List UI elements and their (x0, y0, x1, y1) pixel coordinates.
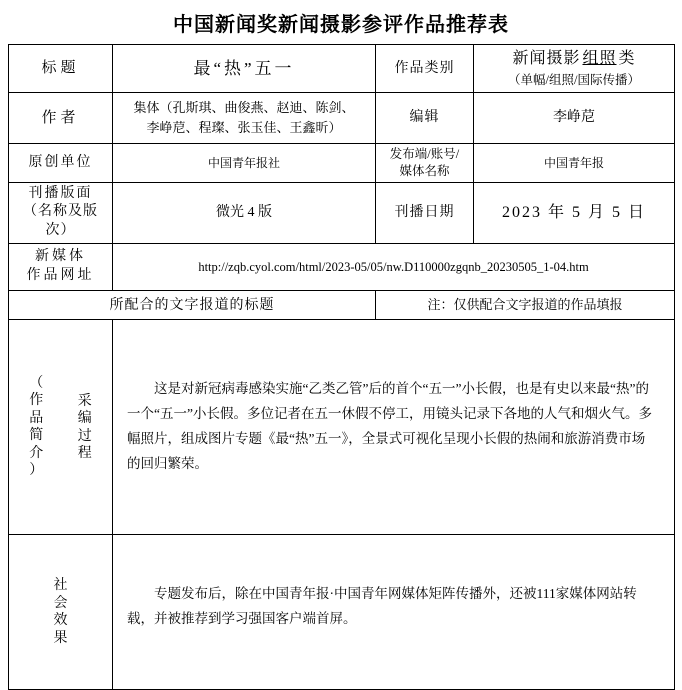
intro-text: 这是对新冠病毒感染实施“乙类乙管”后的首个“五一”小长假，也是有史以来最“热”的一个“五一”小长假。多位记者在五一休假不停工，用镜头记录下各地的人气和烟火气。多幅照片，组成图片专题《最“热”五一》，全景式可视化呈现小长假的热闹和旅游消费市场的回归繁荣。 (127, 381, 652, 472)
value-intro (113, 320, 675, 535)
label-platform (376, 143, 474, 182)
author-line-1: 集体（孔斯琪、曲俊燕、赵迪、陈剑、 (133, 100, 355, 116)
edition-label-line-1: 刊播版面 (28, 185, 93, 201)
effect-text: 专题发布后，除在中国青年报·中国青年网媒体矩阵传播外，还被111家媒体网站转载，并被推荐到学习强国客户端首屏。 (127, 586, 637, 627)
edition-label-line-2: （名称及版次） (23, 204, 98, 239)
category-tail: 类 (618, 50, 636, 67)
author-line-2: 李峥苨、程璨、张玉佳、王鑫昕） (146, 119, 342, 135)
table-row-title (9, 45, 675, 93)
intro-label-col-1: （ 作 品 简 介 ） (29, 375, 44, 479)
value-edition: 微光 4 版 (113, 182, 376, 244)
value-author (113, 92, 376, 143)
value-publish-date: 2023 年 5 月 5 日 (474, 182, 675, 244)
note-companion-report: 注：仅供配合文字报道的作品填报 (376, 291, 675, 320)
table-row-edition (9, 182, 675, 244)
value-platform: 中国青年报 (474, 143, 675, 182)
intro-label-col-2: 采 编 过 程 (77, 393, 92, 462)
category-hint: （单幅/组照/国际传播） (508, 73, 640, 87)
label-publish-date: 刊播日期 (376, 182, 474, 244)
platform-label-line-2: 媒体名称 (399, 163, 450, 178)
table-row-intro (9, 320, 675, 535)
label-effect (9, 535, 113, 690)
value-effect (113, 535, 675, 690)
label-author: 作者 (9, 92, 113, 143)
platform-label-line-1: 发布端/账号/ (389, 146, 460, 161)
value-title: 最“热”五一 (113, 45, 376, 93)
label-companion-report: 所配合的文字报道的标题 (9, 291, 376, 320)
value-category (474, 45, 675, 93)
effect-label-vertical: 社 会 效 果 (53, 578, 68, 646)
table-row-author (9, 92, 675, 143)
newmedia-label-line-2: 作品网址 (26, 268, 95, 284)
label-intro (9, 320, 113, 535)
table-row-companion (9, 291, 675, 320)
value-origin: 中国青年报社 (113, 143, 376, 182)
table-row-newmedia-url (9, 244, 675, 291)
label-edition (9, 182, 113, 244)
table-row-origin (9, 143, 675, 182)
category-prefix: 新闻摄影 (512, 50, 581, 67)
intro-label-vertical (13, 375, 108, 480)
label-editor: 编辑 (376, 92, 474, 143)
label-newmedia-url (9, 244, 113, 291)
label-origin: 原创单位 (9, 143, 113, 182)
category-selected: 组照 (582, 50, 617, 67)
page-title: 中国新闻奖新闻摄影参评作品推荐表 (173, 14, 509, 36)
newmedia-label-line-1: 新媒体 (35, 249, 86, 265)
recommendation-form-table (8, 44, 675, 690)
value-newmedia-url[interactable]: http://zqb.cyol.com/html/2023-05/05/nw.D110000zgqnb_20230505_1-04.htm (113, 244, 675, 291)
table-row-effect (9, 535, 675, 690)
category-value-line (478, 47, 670, 71)
label-title: 标题 (9, 45, 113, 93)
label-category: 作品类别 (376, 45, 474, 93)
value-editor: 李峥苨 (474, 92, 675, 143)
